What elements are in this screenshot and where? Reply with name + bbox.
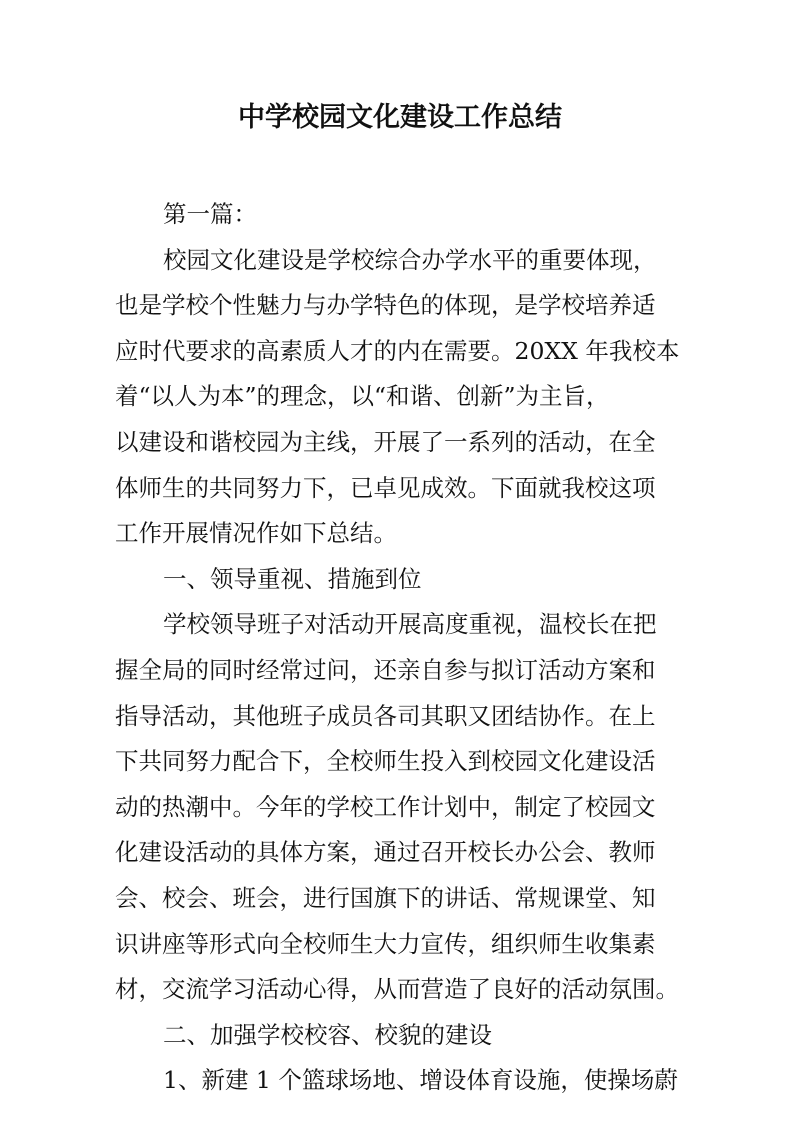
paragraph-line: 体师生的共同努力下，已卓见成效。下面就我校这项 bbox=[115, 473, 656, 502]
document-title: 中学校园文化建设工作总结 bbox=[238, 102, 562, 133]
paragraph-line: 材，交流学习活动心得，从而营造了良好的活动氛围。 bbox=[115, 975, 679, 1004]
paragraph-line: 学校领导班子对活动开展高度重视，温校长在把 bbox=[163, 610, 657, 639]
paragraph-line: 握全局的同时经常过问，还亲自参与拟订活动方案和 bbox=[115, 655, 656, 684]
paragraph-line: 识讲座等形式向全校师生大力宣传，组织师生收集素 bbox=[115, 929, 656, 958]
paragraph-line: 指导活动，其他班子成员各司其职又团结协作。在上 bbox=[115, 701, 656, 730]
section-heading-part-one: 第一篇： bbox=[163, 200, 257, 228]
paragraph-line: 以建设和谐校园为主线，开展了一系列的活动，在全 bbox=[115, 427, 656, 456]
document-body bbox=[115, 192, 685, 1104]
paragraph-line: 下共同努力配合下，全校师生投入到校园文化建设活 bbox=[115, 747, 656, 776]
section-heading-leadership: 一、领导重视、措施到位 bbox=[163, 564, 422, 593]
paragraph-line: 应时代要求的高素质人才的内在需要。20XX 年我校本 bbox=[115, 336, 680, 365]
paragraph-line: 着“以人为本”的理念，以“和谐、创新”为主旨， bbox=[115, 382, 610, 411]
paragraph-line: 1、新建 1 个篮球场地、增设体育设施，使操场蔚 bbox=[163, 1066, 678, 1095]
paragraph-line: 也是学校个性魅力与办学特色的体现，是学校培养适 bbox=[115, 291, 656, 320]
paragraph-line: 工作开展情况作如下总结。 bbox=[115, 519, 397, 548]
paragraph-line: 化建设活动的具体方案，通过召开校长办公会、教师 bbox=[115, 838, 656, 867]
paragraph-line: 校园文化建设是学校综合办学水平的重要体现， bbox=[163, 245, 657, 274]
paragraph-line: 会、校会、班会，进行国旗下的讲话、常规课堂、知 bbox=[115, 883, 656, 912]
section-heading-campus: 二、加强学校校容、校貌的建设 bbox=[163, 1020, 492, 1049]
paragraph-line: 动的热潮中。今年的学校工作计划中，制定了校园文 bbox=[115, 792, 656, 821]
